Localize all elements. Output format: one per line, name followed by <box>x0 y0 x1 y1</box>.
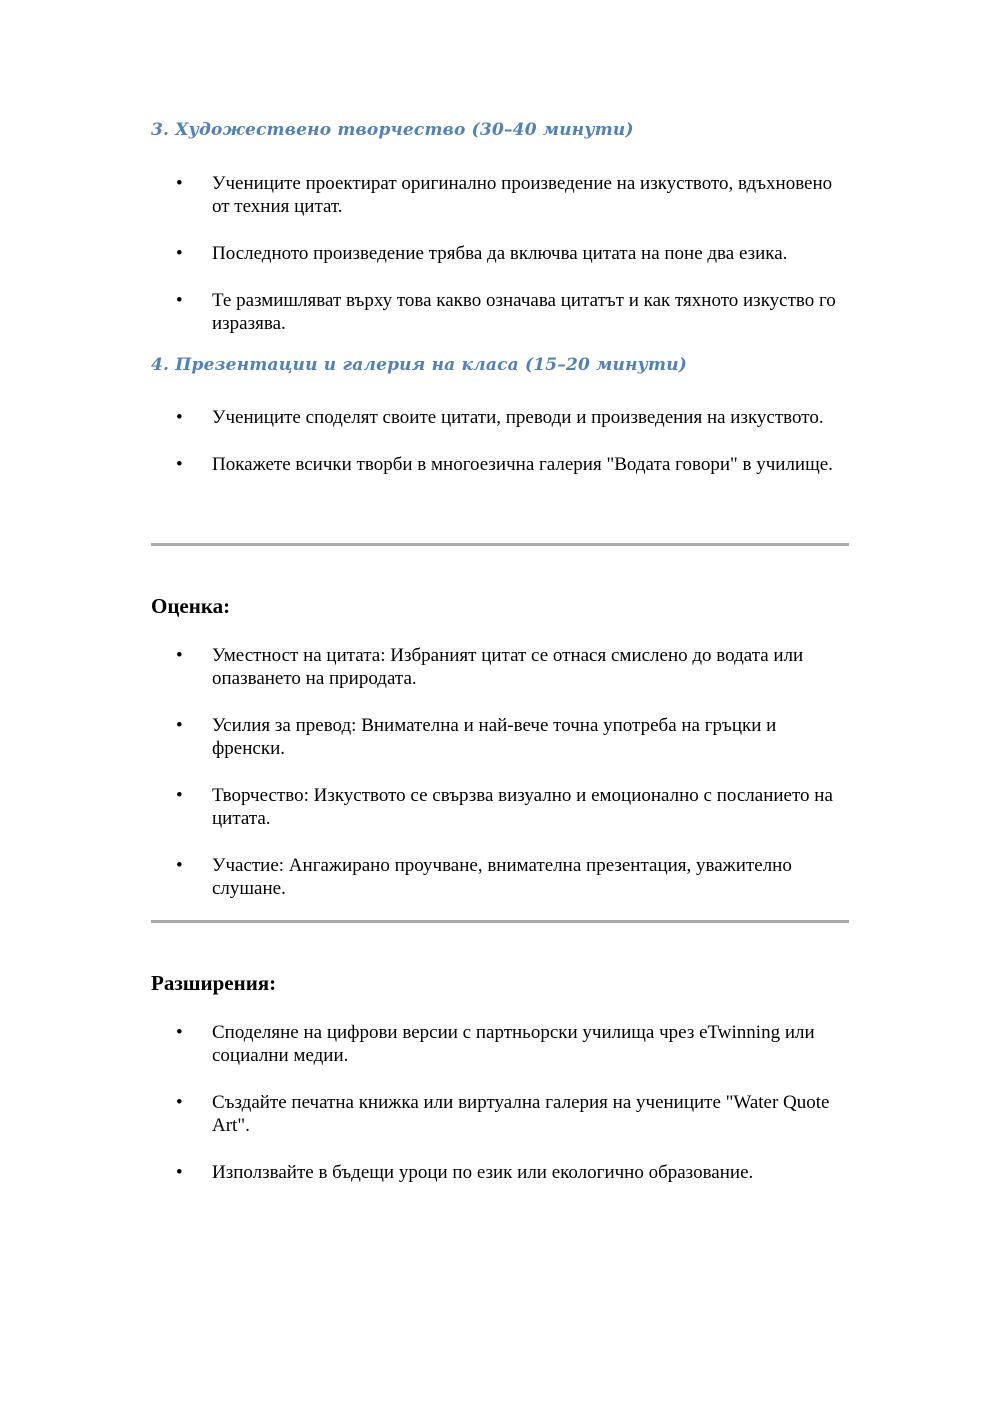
list-item-text: Творчество: Изкуството се свързва визуално и емоционално с посланието на цитата. <box>212 785 833 829</box>
list-item <box>0 453 852 476</box>
list-item-text: Усилия за превод: Внимателна и най-вече точна употреба на гръцки и френски. <box>212 715 777 759</box>
list-item-text: Покажете всички творби в многоезична галерия "Водата говори" в училище. <box>212 454 833 475</box>
bullet-icon: • <box>176 785 183 806</box>
list-item <box>0 242 852 265</box>
section-4-heading: 4. Презентации и галерия на класа (15–20 минути) <box>151 355 688 375</box>
list-item-text: Участие: Ангажирано проучване, внимателна презентация, уважително слушане. <box>212 855 792 899</box>
list-item <box>0 1091 852 1137</box>
list-item-text: Споделяне на цифрови версии с партньорски училища чрез eTwinning или социални медии. <box>212 1022 815 1066</box>
bullet-icon: • <box>176 243 183 264</box>
section-3-list <box>0 172 1000 335</box>
assessment-heading: Оценка: <box>151 594 231 618</box>
bullet-icon: • <box>176 1022 183 1043</box>
section-divider <box>151 543 849 546</box>
bullet-icon: • <box>176 1162 183 1183</box>
list-item <box>0 406 852 429</box>
extensions-heading: Разширения: <box>151 971 277 995</box>
list-item-text: Последното произведение трябва да включва цитата на поне два езика. <box>212 243 788 264</box>
list-item <box>0 644 852 690</box>
list-item-text: Те размишляват върху това какво означава цитатът и как тяхното изкуство го изразява. <box>212 290 836 334</box>
list-item <box>0 784 852 830</box>
list-item-text: Учениците проектират оригинално произведение на изкуството, вдъхновено от техния цитат. <box>212 173 833 217</box>
bullet-icon: • <box>176 715 183 736</box>
bullet-icon: • <box>176 173 183 194</box>
assessment-list <box>0 644 1000 900</box>
list-item <box>0 1021 852 1067</box>
list-item-text: Уместност на цитата: Избраният цитат се отнася смислено до водата или опазването на природата. <box>212 645 804 689</box>
bullet-icon: • <box>176 290 183 311</box>
list-item <box>0 289 852 335</box>
section-3-heading: 3. Художествено творчество (30–40 минути) <box>151 120 634 140</box>
list-item-text: Учениците споделят своите цитати, преводи и произведения на изкуството. <box>212 407 824 428</box>
list-item <box>0 172 852 218</box>
bullet-icon: • <box>176 454 183 475</box>
section-4-list <box>0 406 1000 476</box>
bullet-icon: • <box>176 1092 183 1113</box>
extensions-list <box>0 1021 1000 1184</box>
section-divider <box>151 920 849 923</box>
list-item <box>0 854 852 900</box>
bullet-icon: • <box>176 645 183 666</box>
bullet-icon: • <box>176 407 183 428</box>
list-item-text: Използвайте в бъдещи уроци по език или екологично образование. <box>212 1162 754 1183</box>
list-item <box>0 1161 852 1184</box>
list-item-text: Създайте печатна книжка или виртуална галерия на учениците "Water Quote Art". <box>212 1092 830 1136</box>
bullet-icon: • <box>176 855 183 876</box>
list-item <box>0 714 852 760</box>
